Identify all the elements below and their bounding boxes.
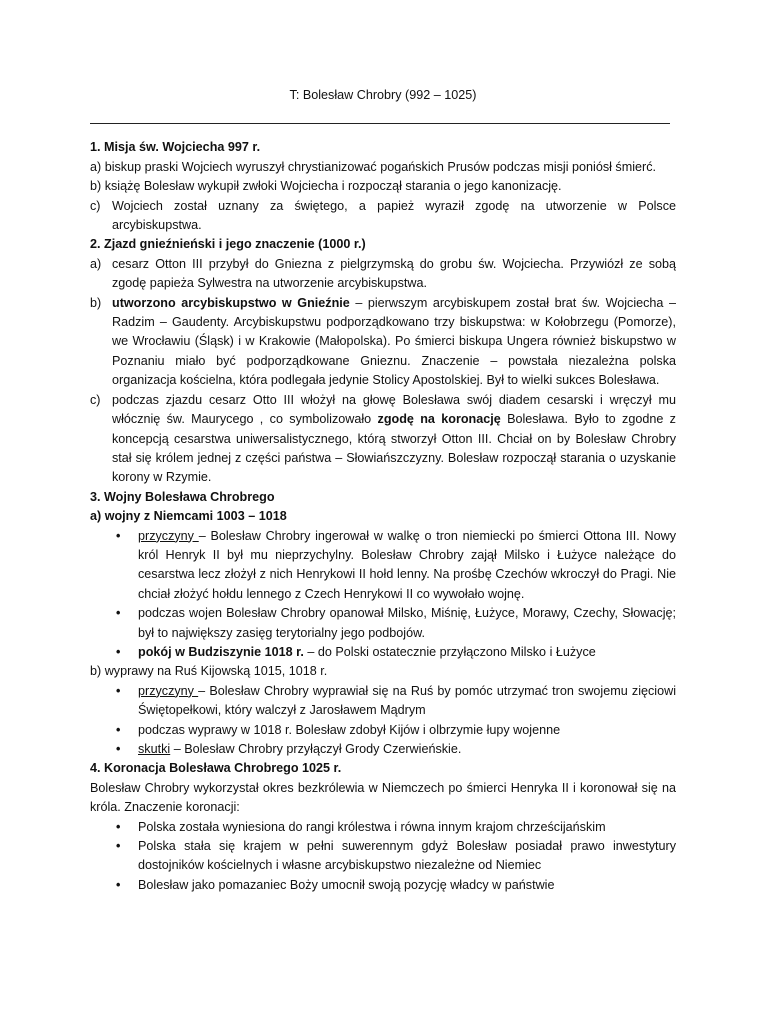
bullet-icon: • <box>116 839 121 854</box>
bullet-icon: • <box>116 742 121 756</box>
s3-b-heading: b) wyprawy na Ruś Kijowską 1015, 1018 r. <box>90 664 328 679</box>
s2-b-text: – pierwszym arcybiskupem został brat św. Wojciecha – Radzim – Gaudenty. Arcybiskupstwu podporządkowano trzy biskupstwa: w Kołobrzegu (Pomorze), we Wrocławiu (Śląsk) i w Krakowie (Małopolska). Po śmierci biskupa Ungera również biskupstwo w Poznaniu miało być podporządkowane Gnieznu. Znaczenie – powstała niezależna polska organizacja kościelna, która podlegała jedynie Stolicy Apostolskiej. Był to wielki sukces Bolesława. <box>112 295 676 388</box>
s1-c-text: Wojciech został uznany za świętego, a papież wyraził zgodę na utworzenie w Polsce arcybiskupstwa. <box>112 198 676 233</box>
list-item-text: Bolesław jako pomazaniec Boży umocnił swoją pozycję władcy w państwie <box>138 877 555 892</box>
list-item <box>90 740 676 759</box>
s2-c-bold: zgodę na koronację <box>377 412 501 427</box>
list-item <box>90 837 676 876</box>
list-item-text: – Bolesław Chrobry ingerował w walkę o tron niemiecki po śmierci Ottona III. Nowy król Henryk II był mu nieprzychylny. Bolesław Chrobry zajął Milsko i Łużyce należące do cesarstwa lecz złożył z nich Henrykowi II hołd lenny. Na prośbę Czechów wkroczył do Pragi. Nie chciał złożyć hołdu lennego z Czech Henrykowi II co wywołało wojnę. <box>138 528 676 601</box>
s3-a-heading: a) wojny z Niemcami 1003 – 1018 <box>90 509 287 524</box>
s2-item-c <box>90 391 676 488</box>
s2-c-pre: podczas zjazdu cesarz Otto III włożył na głowę Bolesława swój diadem cesarski i wręczył mu włócznię św. Maurycego , co symbolizowało <box>112 392 676 427</box>
peace-label: pokój w Budziszynie 1018 r. <box>138 644 304 659</box>
s4-list <box>90 818 676 896</box>
section-1-heading: 1. Misja św. Wojciecha 997 r. <box>90 140 261 155</box>
list-item-text: – do Polski ostatecznie przyłączono Milsko i Łużyce <box>303 644 596 659</box>
s4-intro: Bolesław Chrobry wykorzystał okres bezkrólewia w Niemczech po śmierci Henryka II i koronował się na króla. Znaczenie koronacji: <box>90 780 676 815</box>
bullet-icon: • <box>116 683 121 698</box>
document-content <box>90 86 676 895</box>
list-item <box>90 643 676 662</box>
s2-item-b <box>90 294 676 391</box>
bullet-icon: • <box>116 722 121 737</box>
section-4-heading: 4. Koronacja Bolesława Chrobrego 1025 r. <box>90 761 342 776</box>
s1-item-b: b) książę Bolesław wykupił zwłoki Wojciecha i rozpoczął starania o jego kanonizację. <box>90 179 562 194</box>
list-item-text: podczas wyprawy w 1018 r. Bolesław zdobył Kijów i olbrzymie łupy wojenne <box>138 722 561 737</box>
list-item <box>90 818 676 837</box>
s2-a-label: a) <box>90 256 102 271</box>
list-item <box>90 721 676 740</box>
bullet-icon: • <box>116 528 121 543</box>
bullet-icon: • <box>116 606 121 621</box>
bullet-icon: • <box>116 819 121 834</box>
list-item-text: podczas wojen Bolesław Chrobry opanował Milsko, Miśnię, Łużyce, Morawy, Czechy, Słowację; był to największy zasięg terytorialny jego podbojów. <box>138 606 676 640</box>
causes-label: przyczyny <box>138 528 199 543</box>
s1-c-label: c) <box>90 198 101 213</box>
list-item <box>90 682 676 721</box>
s3-a-list <box>90 527 676 663</box>
list-item <box>90 604 676 643</box>
s3-b-list <box>90 682 676 760</box>
list-item-text: – Bolesław Chrobry przyłączył Grody Czerwieńskie. <box>170 742 462 756</box>
list-item <box>90 876 676 895</box>
s2-item-a <box>90 255 676 294</box>
s2-a-text: cesarz Otton III przybył do Gniezna z pielgrzymską do grobu św. Wojciecha. Przywiózł ze sobą zgodę papieża Sylwestra na utworzenie arcybiskupstwa. <box>112 256 676 291</box>
section-2-heading: 2. Zjazd gnieźnieński i jego znaczenie (1000 r.) <box>90 237 366 252</box>
title-underline <box>90 111 670 124</box>
s2-b-label: b) <box>90 295 102 310</box>
bullet-icon: • <box>116 644 121 659</box>
bullet-icon: • <box>116 877 121 892</box>
effects-label: skutki <box>138 742 171 756</box>
s2-b-bold: utworzono arcybiskupstwo w Gnieźnie <box>112 295 350 310</box>
list-item <box>90 527 676 605</box>
page-title: T: Bolesław Chrobry (992 – 1025) <box>289 88 477 102</box>
s1-item-a: a) biskup praski Wojciech wyruszył chrystianizować pogańskich Prusów podczas misji poniósł śmierć. <box>90 159 656 174</box>
s2-c-post: Bolesława. Było to zgodne z koncepcją cesarstwa uniwersalistycznego, którą stworzył Otton III. Chciał on by Bolesław Chrobry stał się królem jednej z części państwa – Słowiańszczyzny. Bolesław rozpoczął starania o uzyskanie korony w Rzymie. <box>112 412 676 485</box>
causes-label: przyczyny <box>138 683 199 698</box>
list-item-text: Polska stała się krajem w pełni suwerennym gdyż Bolesław posiadał prawo inwestytury dostojników kościelnych i własne arcybiskupstwo niezależne od Niemiec <box>138 839 676 873</box>
section-3-heading: 3. Wojny Bolesława Chrobrego <box>90 489 275 504</box>
list-item-text: Polska została wyniesiona do rangi królestwa i równa innym krajom chrześcijańskim <box>138 819 606 834</box>
s1-item-c <box>90 197 676 236</box>
list-item-text: – Bolesław Chrobry wyprawiał się na Ruś by pomóc utrzymać tron swojemu zięciowi Świętopełkowi, który walczył z Jarosławem Mądrym <box>138 683 677 718</box>
s2-c-label: c) <box>90 392 101 407</box>
